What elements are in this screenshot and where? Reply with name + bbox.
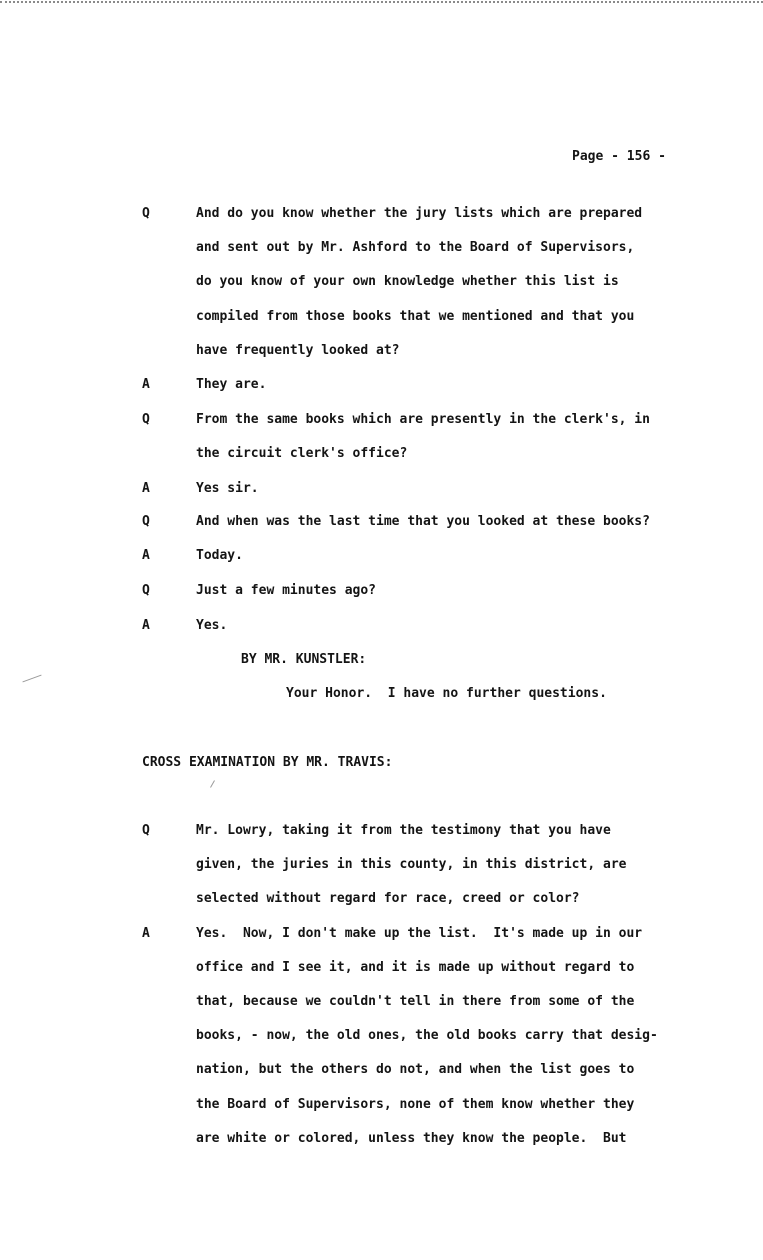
speaker-label: A: [142, 926, 150, 941]
examiner-statement: Your Honor. I have no further questions.: [286, 686, 607, 701]
transcript-line: Just a few minutes ago?: [196, 583, 377, 598]
transcript-line: and sent out by Mr. Ashford to the Board of Supervisors,: [196, 240, 635, 255]
speaker-label: A: [142, 481, 150, 496]
transcript-line: do you know of your own knowledge whether this list is: [196, 274, 619, 289]
transcript-line: given, the juries in this county, in this district, are: [196, 857, 627, 872]
transcript-line: the Board of Supervisors, none of them know whether they: [196, 1097, 635, 1112]
transcript-line: compiled from those books that we mentioned and that you: [196, 309, 635, 324]
speaker-label: A: [142, 618, 150, 633]
transcript-line: Today.: [196, 548, 243, 563]
transcript-line: Yes sir.: [196, 481, 259, 496]
transcript-line: They are.: [196, 377, 267, 392]
speaker-label: Q: [142, 206, 150, 221]
speaker-label: A: [142, 377, 150, 392]
transcript-line: nation, but the others do not, and when the list goes to: [196, 1062, 635, 1077]
transcript-line: From the same books which are presently in the clerk's, in: [196, 412, 650, 427]
transcript-line: office and I see it, and it is made up without regard to: [196, 960, 635, 975]
transcript-line: Yes. Now, I don't make up the list. It's made up in our: [196, 926, 643, 941]
speaker-label: Q: [142, 514, 150, 529]
transcript-line: have frequently looked at?: [196, 343, 400, 358]
section-heading: CROSS EXAMINATION BY MR. TRAVIS:: [142, 755, 393, 770]
speaker-label: A: [142, 548, 150, 563]
top-edge-border: [0, 1, 763, 3]
transcript-line: that, because we couldn't tell in there from some of the: [196, 994, 635, 1009]
transcript-line: books, - now, the old ones, the old books carry that desig-: [196, 1028, 658, 1043]
transcript-line: And do you know whether the jury lists which are prepared: [196, 206, 643, 221]
speaker-label: Q: [142, 412, 150, 427]
speaker-label: Q: [142, 583, 150, 598]
transcript-line: selected without regard for race, creed or color?: [196, 891, 580, 906]
transcript-line: are white or colored, unless they know the people. But: [196, 1131, 627, 1146]
scan-mark: [210, 780, 215, 787]
transcript-line: Yes.: [196, 618, 228, 633]
transcript-line: Mr. Lowry, taking it from the testimony that you have: [196, 823, 611, 838]
examiner-heading: BY MR. KUNSTLER:: [241, 652, 367, 667]
scan-mark: [22, 675, 41, 683]
speaker-label: Q: [142, 823, 150, 838]
transcript-line: And when was the last time that you looked at these books?: [196, 514, 650, 529]
page-number: Page - 156 -: [572, 149, 666, 164]
transcript-line: the circuit clerk's office?: [196, 446, 408, 461]
